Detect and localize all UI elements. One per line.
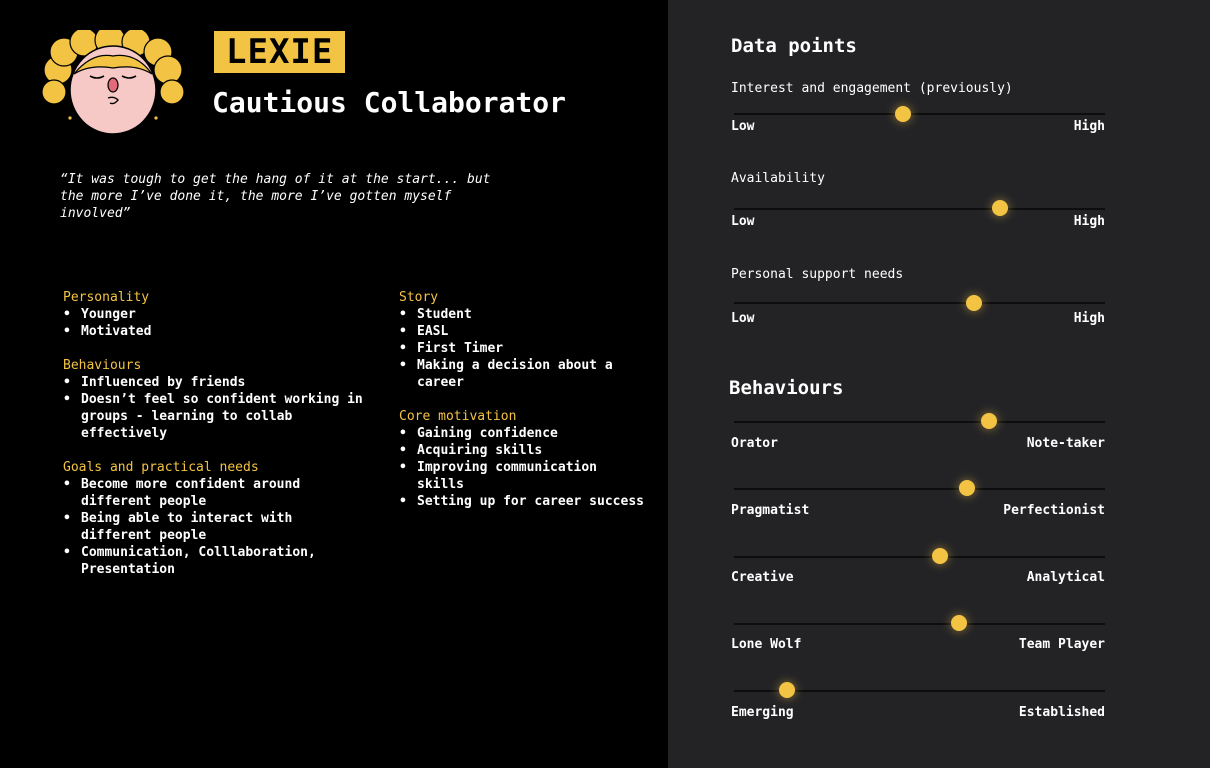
slider-low-label: Orator [731,436,778,451]
list-item: • First Timer [399,340,649,357]
slider-track [734,488,1105,490]
slider-label: Availability [731,171,825,186]
slider-knob[interactable] [959,480,975,496]
list-item: • Making a decision about a career [399,357,649,391]
slider-support-needs [731,267,1105,327]
slider-orator-notetaker [731,413,1105,473]
list-item: • EASL [399,323,649,340]
slider-track [734,302,1105,304]
slider-high-label: Note-taker [1026,436,1105,451]
list-item: • Communication, Colllaboration, Presentation [63,544,363,578]
slider-creative-analytical [731,548,1105,608]
slider-high-label: High [1073,214,1105,229]
data-points-title: Data points [731,35,857,57]
slider-track [734,623,1105,625]
list-item: • Motivated [63,323,363,340]
bullet-list [63,306,363,340]
slider-high-label: High [1073,119,1105,134]
section-behaviours [63,357,363,442]
bullet-list [63,374,363,442]
section-title: Behaviours [63,358,142,373]
slider-low-label: Low [731,214,755,229]
slider-track [734,556,1105,558]
section-personality [63,289,363,340]
slider-label: Personal support needs [731,267,904,282]
list-item: • Student [399,306,649,323]
slider-availability [731,171,1105,231]
slider-label: Interest and engagement (previously) [731,81,1013,96]
slider-emerging-established [731,682,1105,742]
section-title: Goals and practical needs [63,460,259,475]
slider-low-label: Lone Wolf [731,637,802,652]
attributes-column-right [399,289,649,527]
slider-knob[interactable] [951,615,967,631]
list-item: • Influenced by friends [63,374,363,391]
slider-high-label: Established [1018,705,1105,720]
slider-pragmatist-perfectionist [731,480,1105,540]
section-goals [63,459,363,578]
slider-knob[interactable] [966,295,982,311]
section-core-motivation [399,408,649,510]
list-item: • Younger [63,306,363,323]
slider-low-label: Low [731,119,755,134]
slider-high-label: High [1073,311,1105,326]
slider-knob[interactable] [932,548,948,564]
slider-low-label: Creative [731,570,794,585]
list-item: • Setting up for career success [399,493,649,510]
list-item: • Improving communication skills [399,459,649,493]
slider-low-label: Emerging [731,705,794,720]
slider-high-label: Perfectionist [1003,503,1105,518]
slider-knob[interactable] [992,200,1008,216]
list-item: • Acquiring skills [399,442,649,459]
section-story [399,289,649,391]
bullet-list [63,476,363,578]
list-item: • Become more confident around different people [63,476,363,510]
behaviours-title: Behaviours [729,377,844,399]
list-item: • Being able to interact with different people [63,510,363,544]
slider-high-label: Team Player [1018,637,1105,652]
slider-interest [731,81,1105,141]
slider-low-label: Pragmatist [731,503,810,518]
slider-lonewolf-teamplayer [731,615,1105,675]
slider-knob[interactable] [895,106,911,122]
list-item: • Gaining confidence [399,425,649,442]
persona-subtitle: Cautious Collaborator [212,86,567,119]
persona-quote: “It was tough to get the hang of it at the start... but the more I’ve done it, the more I’ve gotten myself involved” [60,172,491,221]
bullet-list [399,425,649,510]
slider-knob[interactable] [779,682,795,698]
slider-low-label: Low [731,311,755,326]
slider-track [734,208,1105,210]
slider-track [734,421,1105,423]
section-title: Personality [63,290,150,305]
slider-knob[interactable] [981,413,997,429]
slider-high-label: Analytical [1026,570,1105,585]
section-title: Story [399,290,439,305]
persona-name: LEXIE [214,31,345,73]
bullet-list [399,306,649,391]
list-item: • Doesn’t feel so confident working in groups - learning to collab effectively [63,391,363,442]
avatar [40,30,188,136]
avatar-illustration [40,30,188,136]
section-title: Core motivation [399,409,517,424]
attributes-column-left [63,289,363,595]
slider-track [734,113,1105,115]
